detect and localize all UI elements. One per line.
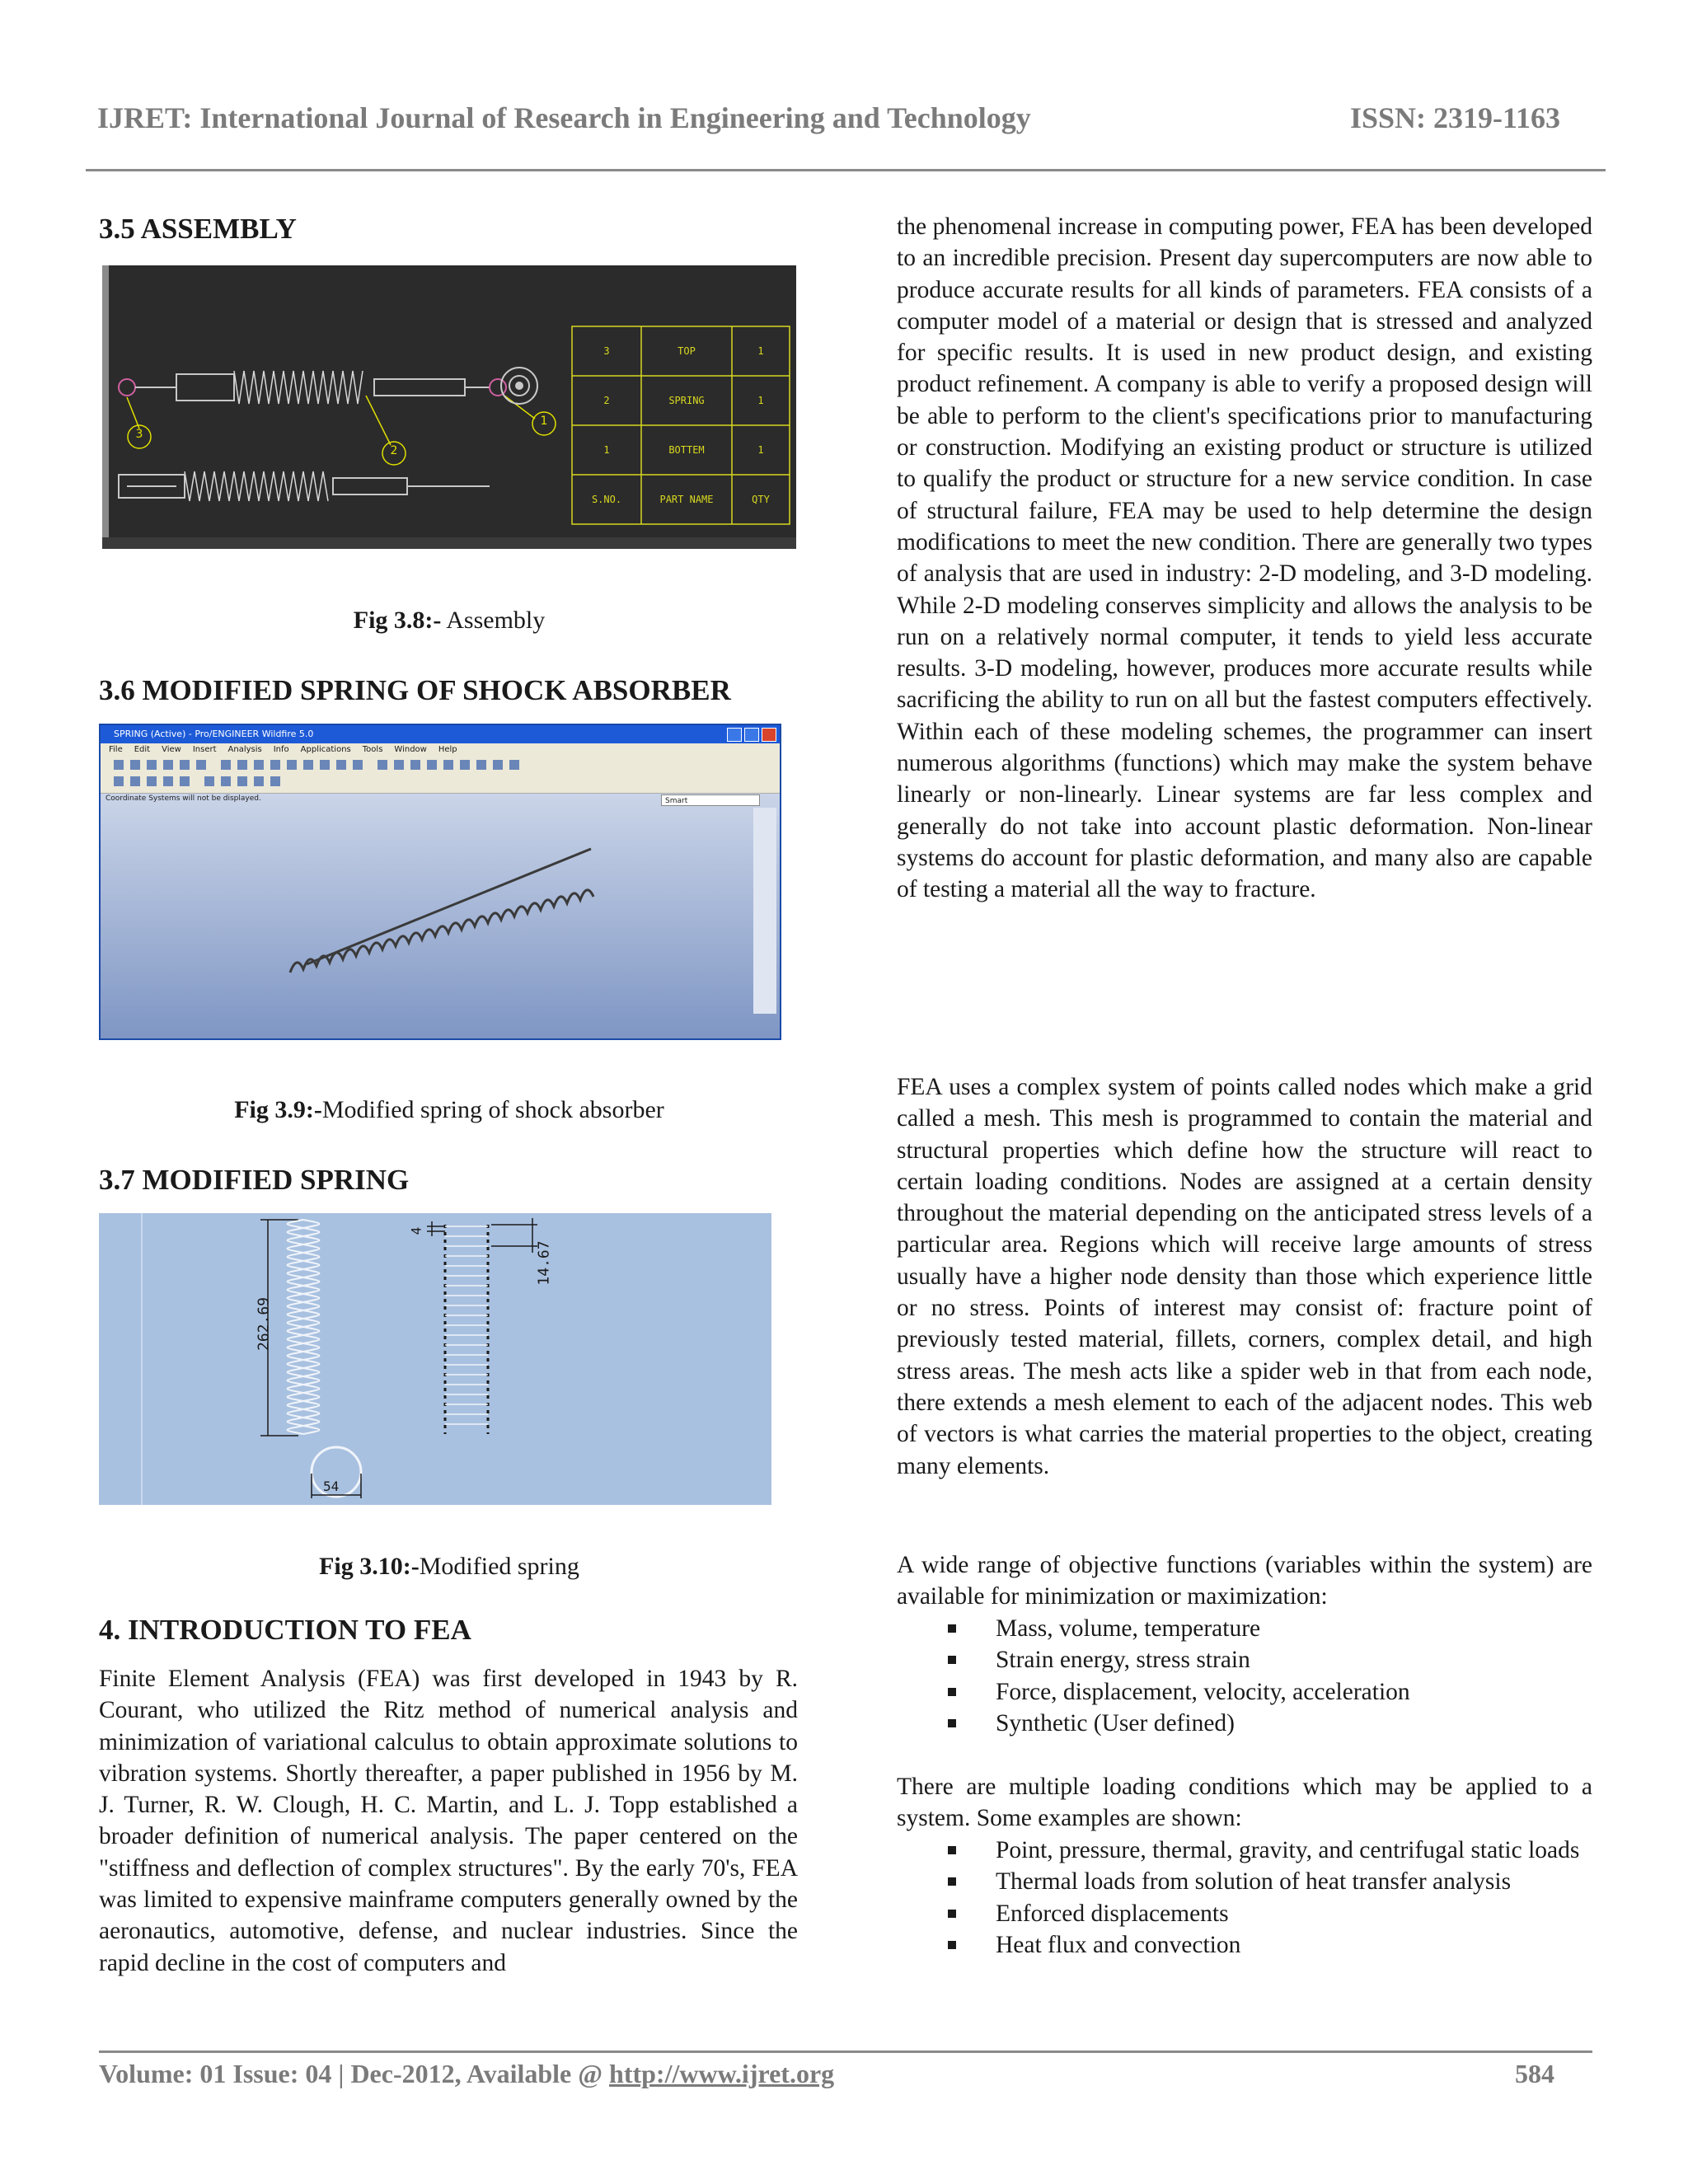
spring-3d-model — [101, 725, 781, 1040]
menu-item-file[interactable]: File — [109, 745, 123, 754]
fea-paragraph-2: FEA uses a complex system of points called nodes which make a grid called a mesh. This mesh is programmed to contain the material and structural properties which define how the structure will react to certain loading conditions. Nodes are assigned at a certain density throughout the material depending on the anticipated stress levels of a particular area. Regions which will receive large amounts of stress usually have a higher node density than those which experience little or no stress. Points of interest may consist of: fracture point of previously tested material, fillets, corners, complex detail, and high stress areas. The mesh acts like a spider web in that from each node, there extends a mesh element to each of the adjacent nodes. This web of vectors is what carries the material properties to the object, creating many elements. — [897, 1074, 1592, 1479]
list-item-text: Enforced displacements — [996, 1900, 1229, 1927]
bullet-square-icon — [948, 1846, 956, 1854]
footer-volume — [99, 2059, 834, 2089]
window-title-bar: SPRING (Active) - Pro/ENGINEER Wildfire 5.0 — [101, 725, 780, 743]
parts-table-row — [572, 376, 790, 425]
caption-fig-3-9 — [99, 1096, 799, 1124]
parts-table-cell: QTY — [752, 494, 770, 505]
footer-link[interactable]: http://www.ijret.org — [609, 2059, 835, 2088]
caption-label: Fig 3.9:- — [234, 1096, 322, 1123]
header-divider — [86, 169, 1606, 171]
list-item — [948, 1676, 1592, 1708]
list-item — [948, 1898, 1592, 1929]
fea-paragraph-4: There are multiple loading conditions which may be applied to a system. Some examples are shown: — [897, 1774, 1592, 1832]
parts-table-cell: 1 — [757, 345, 764, 357]
figure-proe-window — [99, 724, 781, 1040]
menu-item-applications[interactable]: Applications — [300, 745, 351, 754]
parts-table-cell: BOTTEM — [668, 444, 705, 456]
caption-text: Assembly — [441, 607, 546, 634]
parts-table-cell: 1 — [757, 444, 764, 456]
issn: ISSN: 2319-1163 — [1350, 101, 1561, 134]
bullet-square-icon — [948, 1624, 956, 1633]
dimension-wire: 4 — [408, 1226, 424, 1235]
list-item-text: Strain energy, stress strain — [996, 1647, 1250, 1674]
status-message: Coordinate Systems will not be displayed. — [106, 794, 261, 803]
bullet-square-icon — [948, 1656, 956, 1664]
bullet-square-icon — [948, 1941, 956, 1949]
parts-table — [572, 326, 790, 524]
bullet-square-icon — [948, 1719, 956, 1727]
list-item-text: Heat flux and convection — [996, 1931, 1241, 1958]
caption-text: Modified spring of shock absorber — [321, 1096, 664, 1123]
parts-table-cell: SPRING — [668, 395, 705, 406]
list-item-text: Mass, volume, temperature — [996, 1615, 1261, 1642]
list-item — [948, 1613, 1592, 1644]
footer-text: Volume: 01 Issue: 04 | Dec-2012, Available @ — [99, 2059, 610, 2088]
callout-3: 3 — [135, 428, 143, 441]
fea-paragraph-3: A wide range of objective functions (variables within the system) are available for minimization or maximization: — [897, 1552, 1592, 1610]
menu-item-window[interactable]: Window — [394, 745, 427, 754]
menu-item-view[interactable]: View — [162, 745, 181, 754]
parts-table-cell: 1 — [603, 444, 610, 456]
parts-table-row — [572, 475, 790, 524]
menu-item-tools[interactable]: Tools — [362, 745, 383, 754]
parts-table-row — [572, 326, 790, 376]
menu-item-info[interactable]: Info — [273, 745, 289, 754]
parts-table-cell: PART NAME — [659, 494, 714, 505]
footer-divider — [99, 2050, 1592, 2053]
list-item-text: Thermal loads from solution of heat transfer analysis — [996, 1868, 1512, 1896]
bullet-square-icon — [948, 1877, 956, 1886]
menu-item-help[interactable]: Help — [438, 745, 457, 754]
caption-text: Modified spring — [419, 1553, 579, 1580]
list-item — [948, 1866, 1592, 1897]
section-heading-modified-spring: 3.7 MODIFIED SPRING — [99, 1164, 410, 1196]
parts-table-cell: 1 — [757, 395, 764, 406]
list-item — [948, 1835, 1592, 1866]
fea-paragraph-1: the phenomenal increase in computing power, FEA has been developed to an incredible precision. Present day supercomputers are now able to produce accurate results for all kinds of parameters. FEA consists of a computer model of a material or design that is stressed and analyzed for specific results. It is used in new product design, and existing product refinement. A company is able to verify a proposed design will be able to perform to the client's specifications prior to manufacturing or construction. Modifying an existing product or structure is utilized to qualify the product or structure for a new service condition. In case of structural failure, FEA may be used to help determine the design modifications to meet the new condition. There are generally two types of analysis that are used in industry: 2-D modeling, and 3-D modeling. While 2-D modeling conserves simplicity and allows the analysis to be run on a relatively normal computer, it tends to yield less accurate results. 3-D modeling, however, produces more accurate results while sacrificing the ability to run on all but the fastest computers effectively. Within each of these modeling schemes, the programmer can insert numerous algorithms (functions) which may make the system behave linearly or non-linearly. Linear systems are far less complex and generally do not take into account plastic deformation. Non-linear systems do account for plastic deformation, and many also are capable of testing a material all the way to fracture. — [897, 213, 1592, 903]
fea-intro-paragraph: Finite Element Analysis (FEA) was first developed in 1943 by R. Courant, who utilized the Ritz method of numerical analysis and minimization of variational calculus to obtain approximate solutions to vibration systems. Shortly thereafter, a paper published in 1956 by M. J. Turner, R. W. Clough, H. C. Martin, and L. J. Topp established a broader definition of numerical analysis. The paper centered on the "stiffness and deflection of complex structures". By the early 70's, FEA was limited to expensive mainframe computers generally owned by the aeronautics, automotive, defense, and nuclear industries. Since the rapid decline in the cost of computers and — [99, 1666, 798, 1976]
caption-fig-3-8 — [99, 607, 799, 635]
bullet-square-icon — [948, 1688, 956, 1696]
list-item — [948, 1929, 1592, 1961]
list-item-text: Synthetic (User defined) — [996, 1709, 1235, 1736]
section-heading-assembly: 3.5 ASSEMBLY — [99, 213, 297, 245]
parts-table-cell: TOP — [678, 345, 696, 357]
list-item — [948, 1708, 1592, 1739]
journal-title: IJRET: International Journal of Research in Engineering and Technology — [97, 101, 1031, 134]
objective-functions-list — [948, 1613, 1592, 1739]
list-item-text: Force, displacement, velocity, acceleration — [996, 1678, 1410, 1705]
section-heading-modified-spring-shock: 3.6 MODIFIED SPRING OF SHOCK ABSORBER — [99, 674, 731, 706]
menu-item-insert[interactable]: Insert — [192, 745, 217, 754]
dimension-pitch: 14.67 — [535, 1240, 553, 1286]
menu-item-analysis[interactable]: Analysis — [227, 745, 262, 754]
caption-label: Fig 3.10:- — [319, 1553, 420, 1580]
parts-table-row — [572, 425, 790, 475]
list-item — [948, 1644, 1592, 1675]
parts-table-cell: 3 — [603, 345, 610, 357]
spring-dimension-drawing — [99, 1213, 771, 1505]
filter-select[interactable]: Smart — [661, 794, 760, 806]
dimension-height: 262.69 — [255, 1296, 273, 1352]
list-item-text: Point, pressure, thermal, gravity, and centrifugal static loads — [996, 1837, 1580, 1863]
caption-fig-3-10 — [99, 1553, 799, 1581]
parts-table-cell: 2 — [603, 395, 610, 406]
section-heading-fea: 4. INTRODUCTION TO FEA — [99, 1614, 471, 1646]
loading-conditions-list — [948, 1835, 1592, 1961]
menu-item-edit[interactable]: Edit — [134, 745, 151, 754]
bullet-square-icon — [948, 1910, 956, 1918]
dimension-diameter: 54 — [323, 1479, 340, 1494]
page-number: 584 — [1515, 2059, 1554, 2088]
figure-assembly — [102, 265, 796, 549]
callout-2: 2 — [390, 444, 398, 457]
caption-label: Fig 3.8:- — [353, 607, 442, 634]
figure-modified-spring-drawing — [99, 1213, 771, 1505]
parts-table-cell: S.NO. — [591, 494, 622, 505]
callout-1: 1 — [540, 415, 548, 428]
